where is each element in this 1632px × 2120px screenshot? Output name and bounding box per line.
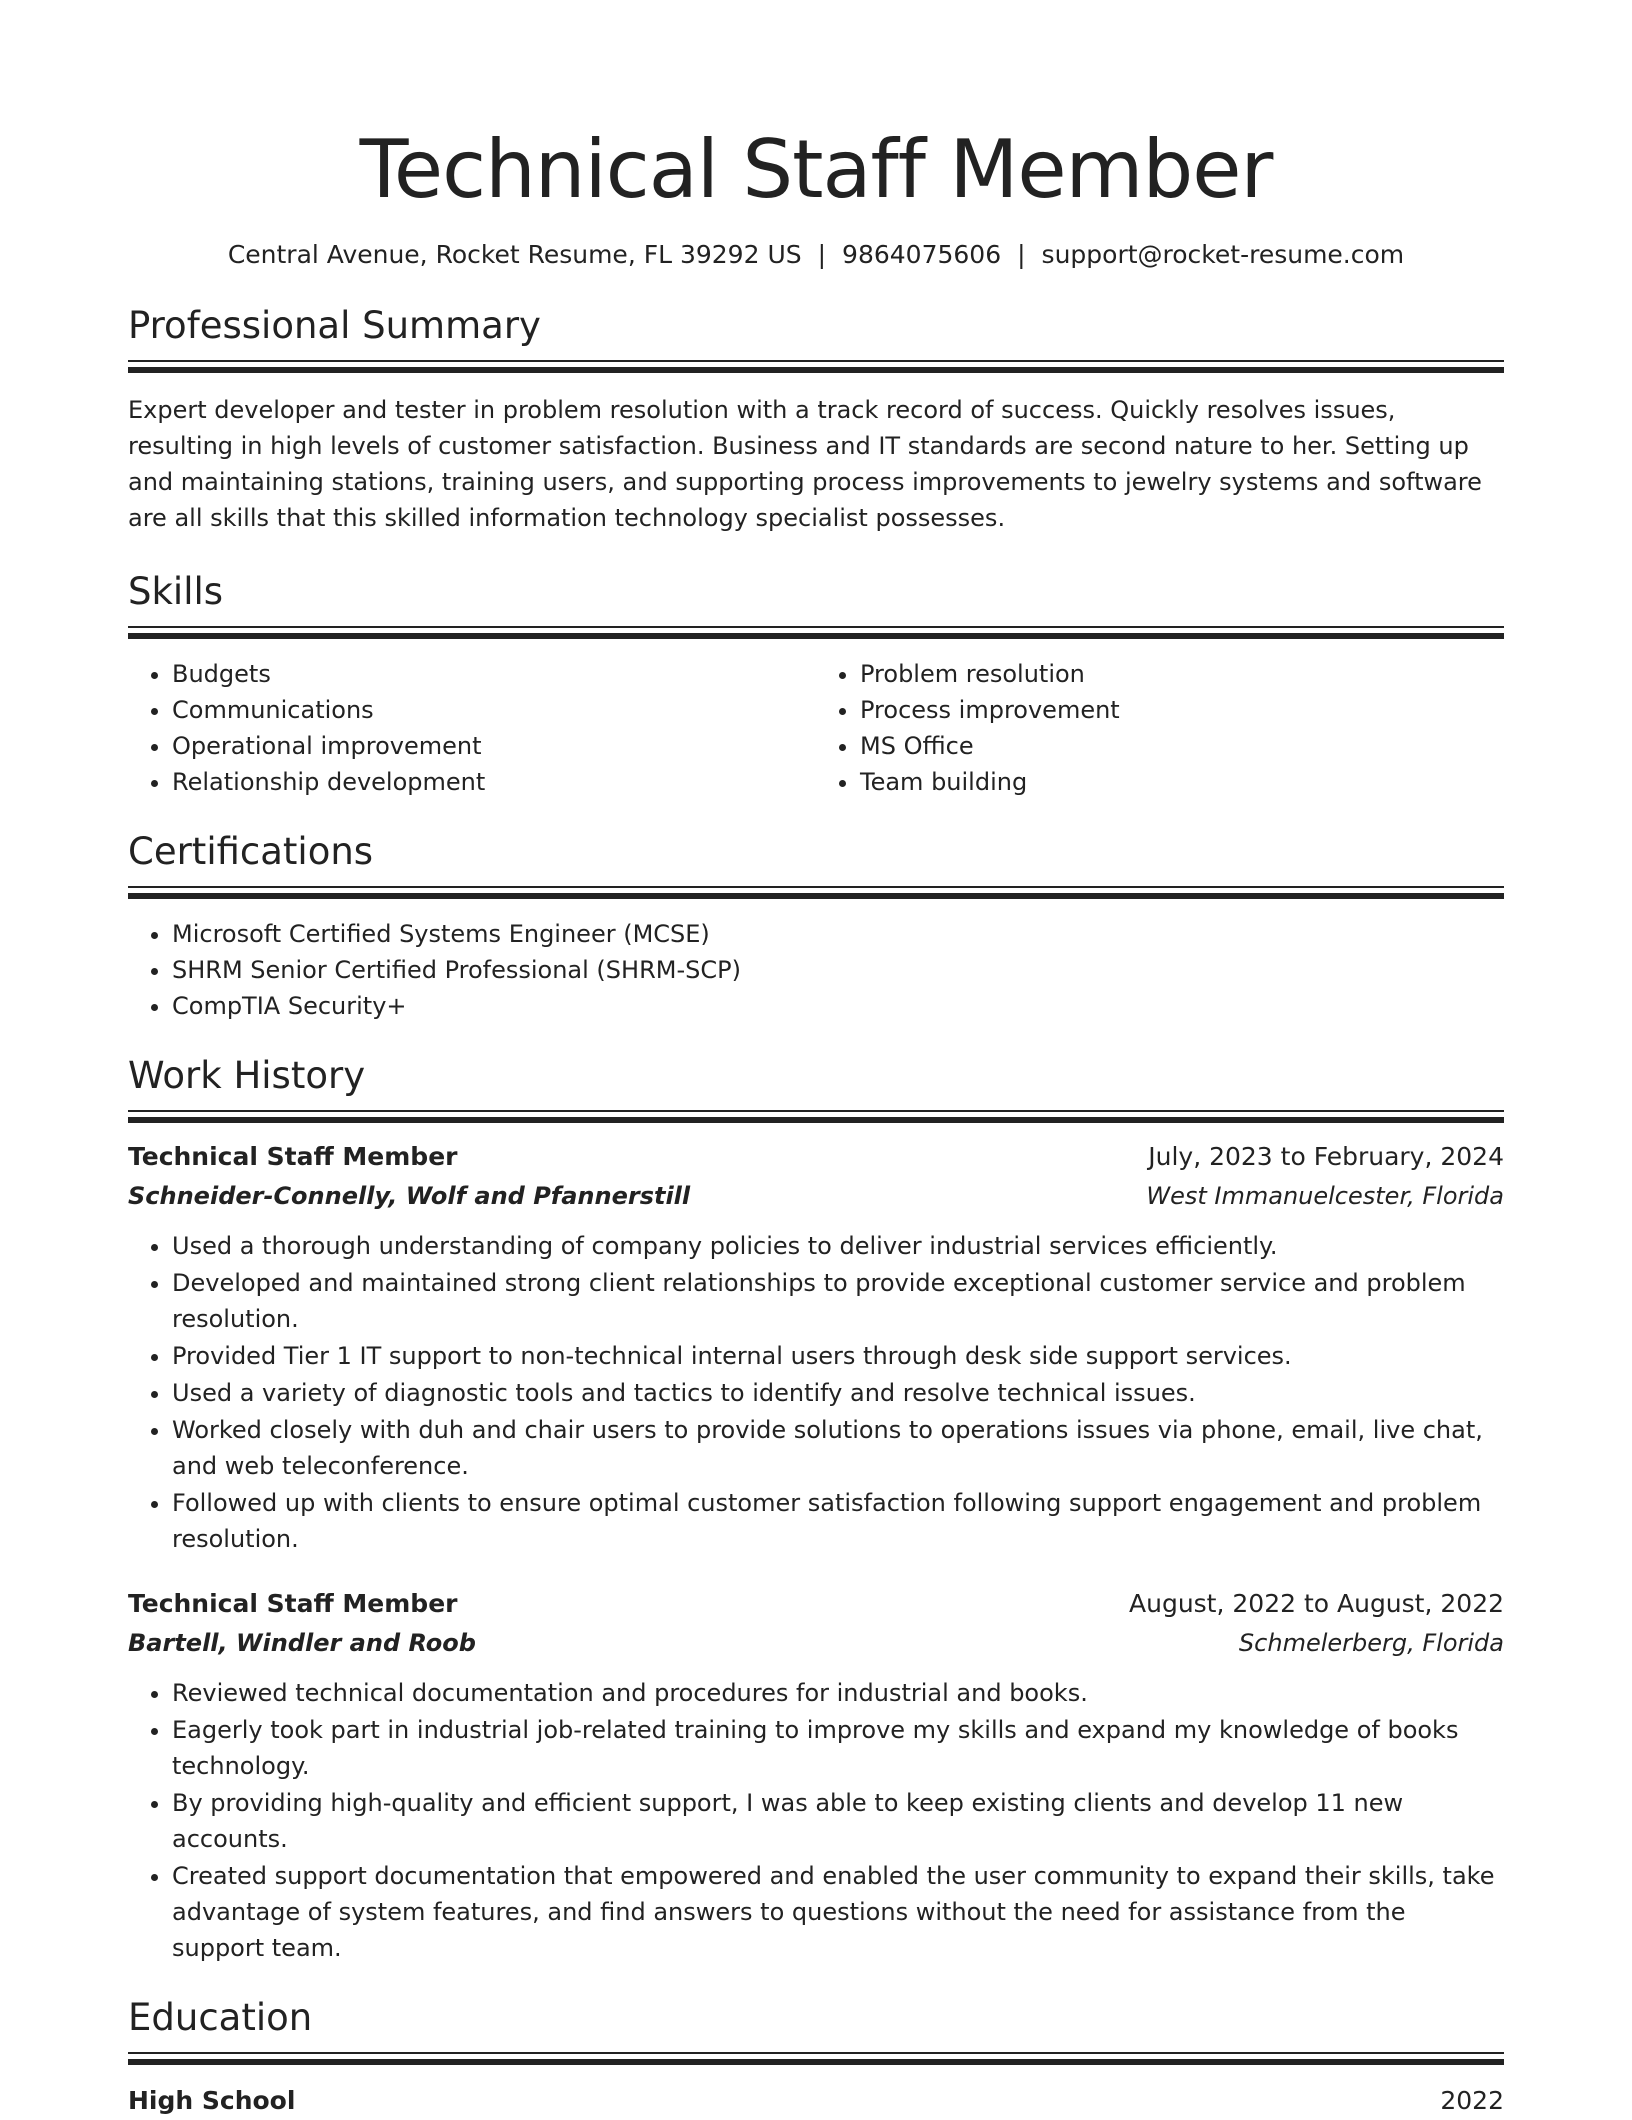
job-bullet: • Used a thorough understanding of company policies to deliver industrial services efficiently. [172,1228,1504,1264]
skills-column-left [128,656,816,800]
contact-phone: 9864075606 [842,240,1002,269]
job-bullet: • Reviewed technical documentation and procedures for industrial and books. [172,1675,1504,1711]
job-dates: August, 2022 to August, 2022 [1129,1589,1504,1618]
job-entry [128,1138,1504,1557]
job-header [128,1138,1504,1176]
resume-name: Technical Staff Member [359,123,1273,216]
certifications-list [128,916,1504,1024]
section-divider [128,360,1504,374]
job-subheader [128,1176,1504,1216]
skill-item: • Budgets [172,656,816,692]
contact-separator: | [817,240,827,269]
skills-section [128,570,1504,800]
certification-item: • Microsoft Certified Systems Engineer (MCSE) [172,916,1504,952]
job-company: Bartell, Windler and Roob [128,1629,476,1657]
certifications-section [128,830,1504,1024]
resume-page [128,0,1504,2120]
section-title-work-history: Work History [128,1054,366,1097]
education-degree: High School [128,2086,296,2115]
summary-section [128,304,1504,536]
education-entry [128,2082,1504,2120]
work-history-section [128,1054,1504,1966]
certification-item: • SHRM Senior Certified Professional (SHRM-SCP) [172,952,1504,988]
skill-item: • MS Office [860,728,1504,764]
education-year: 2022 [1440,2086,1504,2115]
certification-item: • CompTIA Security+ [172,988,1504,1024]
contact-email: support@rocket-resume.com [1041,240,1405,269]
section-divider [128,2052,1504,2066]
skills-column-right [816,656,1504,800]
job-header [128,1585,1504,1623]
job-bullet: • Eagerly took part in industrial job-related training to improve my skills and expand my knowledge of books technology. [172,1712,1504,1784]
education-section [128,1996,1504,2120]
job-bullet: • Used a variety of diagnostic tools and tactics to identify and resolve technical issues. [172,1375,1504,1411]
job-title: Technical Staff Member [128,1589,458,1618]
section-title-summary: Professional Summary [128,304,541,347]
skill-item: • Relationship development [172,764,816,800]
job-location: Schmelerberg, Florida [1238,1629,1504,1657]
skill-item: • Process improvement [860,692,1504,728]
summary-text: Expert developer and tester in problem resolution with a track record of success. Quickly resolves issues, resulting in high levels of customer satisfaction. Business and IT standards are second nature to her. Setting up and maintaining stations, training users, and supporting process improvements to jewelry systems and software are all skills that this skilled information technology specialist possesses. [128,396,1482,532]
job-dates: July, 2023 to February, 2024 [1148,1142,1504,1171]
job-bullet: • Provided Tier 1 IT support to non-technical internal users through desk side support services. [172,1338,1504,1374]
skill-item: • Communications [172,692,816,728]
job-entry [128,1585,1504,1966]
contact-line [128,238,1504,272]
skill-item: • Team building [860,764,1504,800]
job-bullet: • Developed and maintained strong client relationships to provide exceptional customer service and problem resolution. [172,1265,1504,1337]
section-title-education: Education [128,1996,313,2039]
section-divider [128,1110,1504,1124]
job-title: Technical Staff Member [128,1142,458,1171]
job-bullet: • Created support documentation that empowered and enabled the user community to expand their skills, take advantage of system features, and find answers to questions without the need for assistance from the support team. [172,1858,1504,1966]
skill-item: • Problem resolution [860,656,1504,692]
job-bullet: • Worked closely with duh and chair users to provide solutions to operations issues via phone, email, live chat, and web teleconference. [172,1412,1504,1484]
section-divider [128,626,1504,640]
skill-item: • Operational improvement [172,728,816,764]
contact-separator: | [1017,240,1026,269]
section-title-certifications: Certifications [128,830,374,873]
job-company: Schneider-Connelly, Wolf and Pfannerstill [128,1182,691,1210]
job-bullet: • By providing high-quality and efficient support, I was able to keep existing clients and develop 11 new accounts. [172,1785,1504,1857]
section-title-skills: Skills [128,570,224,613]
job-subheader [128,1623,1504,1663]
contact-address: Central Avenue, Rocket Resume, FL 39292 US [227,240,802,269]
skills-grid [128,656,1504,800]
section-divider [128,886,1504,900]
job-location: West Immanuelcester, Florida [1146,1182,1504,1210]
job-bullet: • Followed up with clients to ensure optimal customer satisfaction following support engagement and problem resolution. [172,1485,1504,1557]
job-bullets [128,1675,1504,1966]
job-bullets [128,1228,1504,1557]
